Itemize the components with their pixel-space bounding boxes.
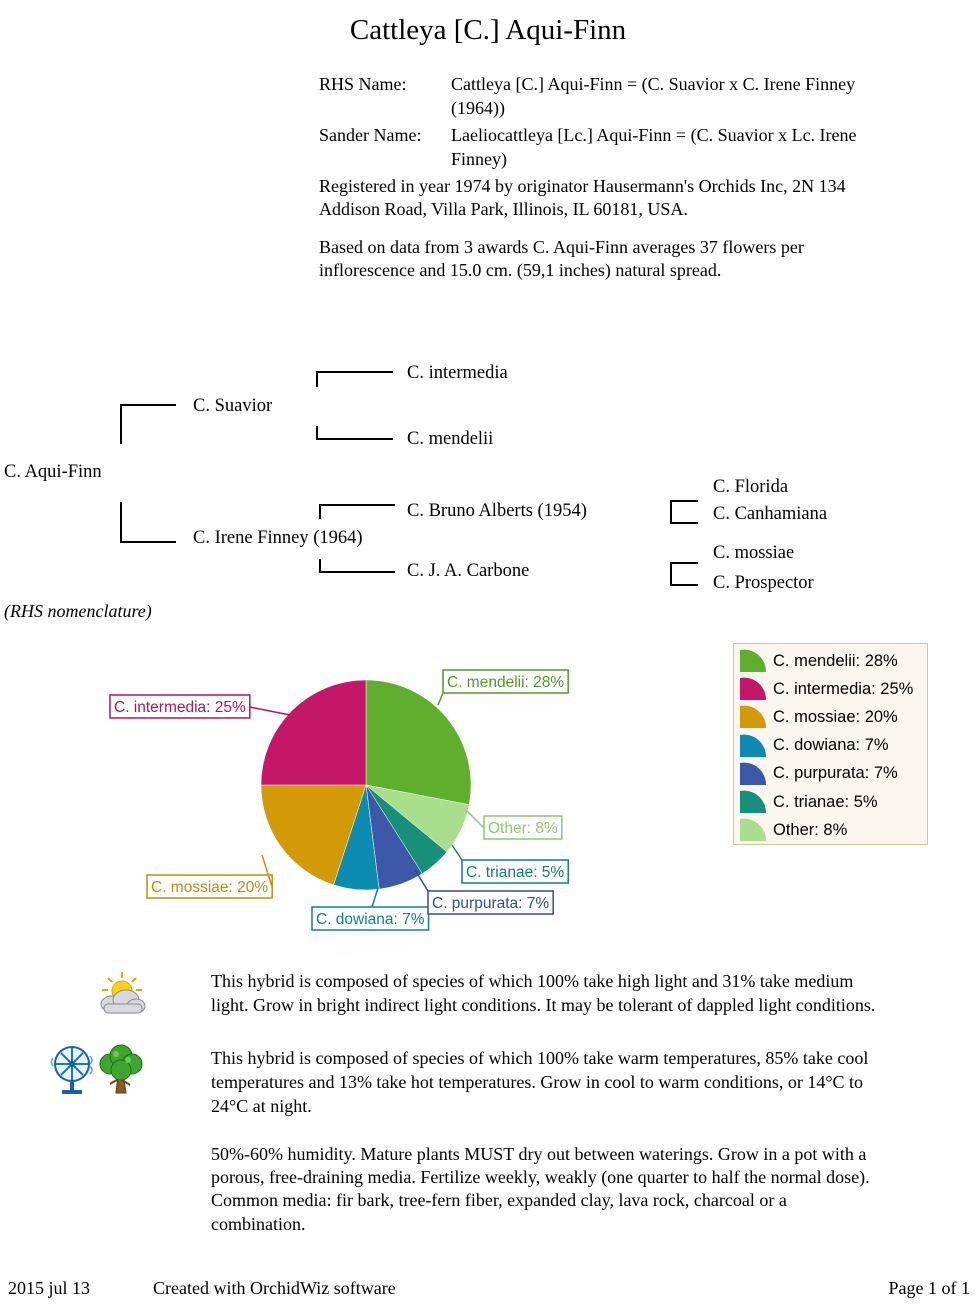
sun-behind-cloud-icon bbox=[94, 970, 148, 1020]
legend-item bbox=[738, 761, 898, 787]
pie-label-other bbox=[466, 810, 562, 839]
pie-connector bbox=[452, 845, 462, 860]
temperature-line3: 24°C at night. bbox=[211, 1096, 312, 1116]
legend-label: C. dowiana: 7% bbox=[773, 736, 889, 755]
sander-name-label: Sander Name: bbox=[319, 125, 422, 145]
temperature-line2: temperatures and 13% take hot temperatures. Grow in cool to warm conditions, or 14°C to bbox=[211, 1072, 864, 1092]
legend-swatch bbox=[738, 648, 768, 674]
page-title: Cattleya [C.] Aqui-Finn bbox=[349, 14, 627, 46]
registration-line1: Registered in year 1974 by originator Hausermann's Orchids Inc, 2N 134 bbox=[319, 176, 846, 196]
legend-item bbox=[738, 648, 898, 674]
legend-label: C. purpurata: 7% bbox=[773, 764, 898, 783]
pie-slice-c-intermedia bbox=[261, 680, 366, 785]
bracket-gp3 bbox=[320, 505, 395, 519]
pie-connector bbox=[438, 693, 443, 705]
svg-text:C. mendelii: 28%: C. mendelii: 28% bbox=[447, 674, 565, 691]
legend-swatch bbox=[738, 817, 768, 843]
temperature-line1: This hybrid is composed of species of which 100% take warm temperatures, 85% take cool bbox=[211, 1048, 869, 1068]
legend-label: C. mossiae: 20% bbox=[773, 707, 898, 726]
awards-line2: inflorescence and 15.0 cm. (59,1 inches) natural spread. bbox=[319, 260, 722, 280]
tree-icon bbox=[96, 1044, 146, 1096]
svg-text:C. dowiana: 7%: C. dowiana: 7% bbox=[316, 911, 425, 928]
fan-icon bbox=[50, 1044, 96, 1096]
legend-label: C. trianae: 5% bbox=[773, 792, 878, 811]
pedigree-gp3: C. Bruno Alberts (1954) bbox=[407, 501, 587, 521]
rhs-name-value-line2: (1964)) bbox=[451, 98, 505, 118]
pedigree-ggp3: C. mossiae bbox=[713, 543, 795, 563]
pedigree-ggp2: C. Canhamiana bbox=[713, 504, 828, 524]
footer-page: Page 1 of 1 bbox=[888, 1278, 970, 1298]
legend-swatch bbox=[738, 676, 768, 702]
sander-name-value-line1: Laeliocattleya [Lc.] Aqui-Finn = (C. Suavior x Lc. Irene bbox=[451, 125, 857, 145]
water-line3: Common media: fir bark, tree-fern fiber, expanded clay, lava rock, charcoal or a bbox=[211, 1190, 787, 1210]
water-line2: porous, free-draining media. Fertilize weekly, weakly (one quarter to half the normal dose). bbox=[211, 1167, 870, 1187]
svg-text:C. purpurata: 7%: C. purpurata: 7% bbox=[432, 895, 550, 912]
pedigree-gp4: C. J. A. Carbone bbox=[407, 561, 530, 581]
svg-text:C. mossiae: 20%: C. mossiae: 20% bbox=[151, 879, 269, 896]
pedigree-lines bbox=[0, 0, 976, 620]
legend-item bbox=[738, 817, 847, 843]
svg-text:C. trianae: 5%: C. trianae: 5% bbox=[466, 864, 565, 881]
pie-label-c-mendelii bbox=[438, 670, 568, 705]
pedigree-parent1: C. Suavior bbox=[193, 396, 273, 416]
legend-label: C. mendelii: 28% bbox=[773, 651, 898, 670]
svg-text:Other: 8%: Other: 8% bbox=[488, 820, 558, 837]
pie-slice-c-mendelii bbox=[366, 680, 471, 805]
legend-item bbox=[738, 676, 913, 702]
light-line1: This hybrid is composed of species of which 100% take high light and 31% take medium bbox=[211, 971, 854, 991]
bracket-parent1 bbox=[121, 405, 176, 444]
pie-label-c-intermedia bbox=[110, 695, 290, 718]
rhs-name-value-line1: Cattleya [C.] Aqui-Finn = (C. Suavior x C. Irene Finney bbox=[451, 74, 856, 94]
pedigree-root: C. Aqui-Finn bbox=[4, 462, 102, 482]
pie-label-c-dowiana bbox=[312, 888, 429, 930]
legend-swatch bbox=[738, 789, 768, 815]
bracket-gp1 bbox=[317, 372, 393, 387]
bracket-gp4 bbox=[320, 559, 395, 572]
legend-swatch bbox=[738, 761, 768, 787]
rhs-name-label: RHS Name: bbox=[319, 74, 407, 94]
svg-text:C. intermedia: 25%: C. intermedia: 25% bbox=[114, 699, 246, 716]
water-line4: combination. bbox=[211, 1214, 306, 1234]
pedigree-ggp4: C. Prospector bbox=[713, 573, 814, 593]
bracket-ggp2 bbox=[671, 563, 698, 585]
pedigree-gp2: C. mendelii bbox=[407, 429, 494, 449]
pie-connector bbox=[372, 888, 378, 907]
awards-line1: Based on data from 3 awards C. Aqui-Finn averages 37 flowers per bbox=[319, 237, 804, 257]
chart-legend bbox=[733, 643, 928, 845]
footer-date: 2015 jul 13 bbox=[8, 1278, 91, 1298]
pie-label-c-mossiae bbox=[147, 855, 272, 898]
legend-label: C. intermedia: 25% bbox=[773, 679, 914, 698]
nomenclature-note: (RHS nomenclature) bbox=[4, 601, 152, 621]
pedigree-ggp1: C. Florida bbox=[713, 477, 789, 497]
pie-chart bbox=[0, 630, 720, 950]
pedigree-parent2: C. Irene Finney (1964) bbox=[193, 528, 363, 548]
bracket-gp2 bbox=[317, 426, 393, 439]
legend-item bbox=[738, 704, 898, 730]
water-line1: 50%-60% humidity. Mature plants MUST dry out between waterings. Grow in a pot with a bbox=[211, 1144, 867, 1164]
pie-connector bbox=[250, 707, 290, 715]
registration-line2: Addison Road, Villa Park, Illinois, IL 60181, USA. bbox=[319, 199, 688, 219]
pie-connector bbox=[466, 810, 484, 828]
legend-item bbox=[738, 789, 878, 815]
legend-item bbox=[738, 733, 889, 759]
light-line2: light. Grow in bright indirect light conditions. It may be tolerant of dappled light conditions. bbox=[211, 995, 876, 1015]
bracket-parent2 bbox=[121, 502, 176, 542]
legend-swatch bbox=[738, 733, 768, 759]
footer-created: Created with OrchidWiz software bbox=[153, 1278, 396, 1298]
bracket-ggp1 bbox=[671, 501, 698, 523]
legend-label: Other: 8% bbox=[773, 820, 848, 839]
sander-name-value-line2: Finney) bbox=[451, 149, 507, 169]
pie-label-c-trianae bbox=[452, 845, 568, 883]
legend-swatch bbox=[738, 704, 768, 730]
pedigree-gp1: C. intermedia bbox=[407, 363, 508, 383]
